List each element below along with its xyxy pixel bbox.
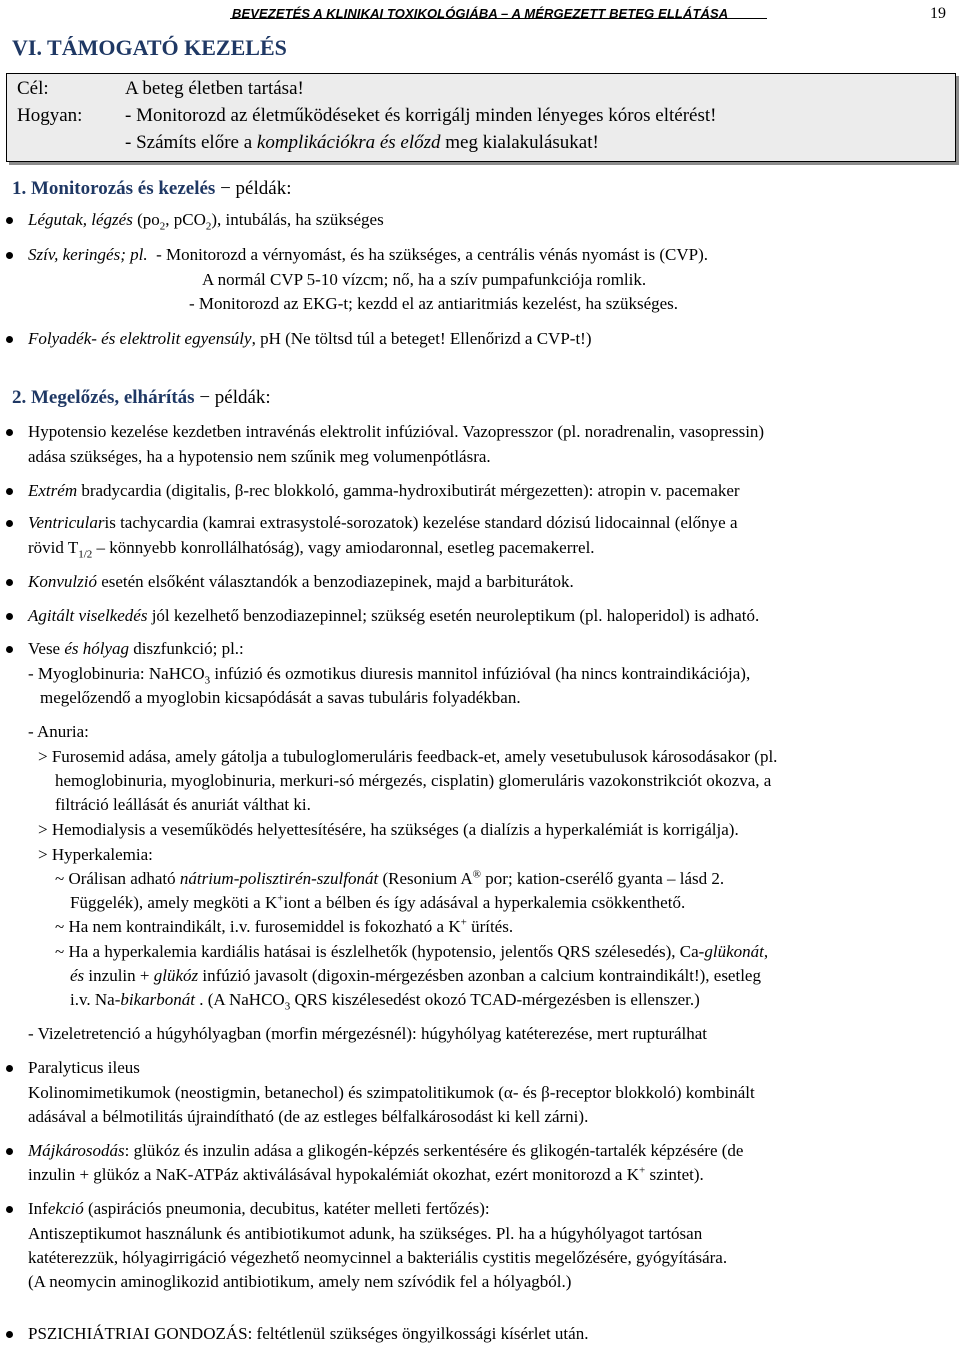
how-label: Hogyan: xyxy=(17,105,83,126)
furosemid-line-2: hemoglobinuria, myoglobinuria, merkuri-só mérgezés, cisplatin) glomeruláris vazokonstrikciót okozva, a xyxy=(55,771,772,790)
bullet-convulsion: Konvulzió esetén elsőként választandók a benzodiazepinek, majd a barbiturátok. xyxy=(28,570,574,594)
urinary-retention-line: - Vizeletretenció a húgyhólyagban (morfin mérgezésnél): húgyhólyag katéterezése, mert rupturálhat xyxy=(28,1024,708,1043)
infection-line-4: (A neomycin aminoglikozid antibiotikum, amely nem szívódik fel a hólyagból.) xyxy=(28,1272,572,1291)
how-line-2: - Számíts előre a komplikációkra és előzd meg kialakulásukat! xyxy=(125,132,599,153)
infection-line-2: Antiszeptikumot használunk és antibiotikumot adunk, ha szükséges. Pl. ha a húgyhólyagot tartósan xyxy=(28,1224,703,1243)
bullet-psychiatric: PSZICHIÁTRIAI GONDOZÁS: feltétlenül szükséges öngyilkossági kísérlet után. xyxy=(28,1322,588,1346)
furosemid-line-3: filtráció leállását és anuriát válthat ki. xyxy=(55,795,311,814)
ekg-line: - Monitorozd az EKG-t; kezdd el az antiaritmiás kezelést, ha szükséges. xyxy=(189,294,679,313)
page-number: 19 xyxy=(930,5,946,22)
goal-text: A beteg életben tartása! xyxy=(125,78,304,99)
tachycardia-line-2: rövid $T_{1/2}$ – könnyebb konrollálhatóság), vagy amiodaronnal, esetleg pacemakerrel. xyxy=(28,538,595,561)
bullet-kidney: Vese és hólyag diszfunkció; pl.: xyxy=(28,637,244,661)
furosemid-line-1: > Furosemid adása, amely gátolja a tubuloglomeruláris feedback-et, amely vesetubulusok károsodásakor (pl. xyxy=(38,747,778,766)
bullet-agitation: Agitált viselkedés jól kezelhető benzodiazepinnel; szükség esetén neuroleptikum (pl. haloperidol) is adható. xyxy=(28,604,759,628)
oral-line-1: ~ Orálisan adható nátrium-polisztirén-szulfonát (Resonium A® por; kation-cserélő gyanta – lásd 2. xyxy=(55,868,725,888)
hemodialysis-line: > Hemodialysis a veseműködés helyettesítésére, ha szükséges (a dialízis a hyperkalémiát is korrigálja). xyxy=(38,820,739,839)
bullet-infection: Infekció (aspirációs pneumonia, decubitus, katéter melleti fertőzés): xyxy=(28,1197,490,1221)
cardiac-line-2: és inzulin + glükóz infúzió javasolt (digoxin-mérgezésben azonban a calcium kontraindikált!), esetleg xyxy=(70,966,761,985)
how-line-1: - Monitorozd az életműködéseket és korrigálj minden lényeges kóros eltérést! xyxy=(125,105,717,126)
cardiac-line-1: ~ Ha a hyperkalemia kardiális hatásai is észlelhetők (hypotensio, jelentős QRS szélesedés), Ca-glükonát, xyxy=(55,942,769,961)
goal-row xyxy=(17,76,304,102)
bullet-liver: Májkárosodás: glükóz és inzulin adása a glikogén-képzés serkentésére és glikogén-tartalék képzésére (de xyxy=(28,1139,743,1163)
furosemide-iv-line: ~ Ha nem kontraindikált, i.v. furosemiddel is fokozható a K+ ürítés. xyxy=(55,916,514,936)
header-rule xyxy=(230,18,767,19)
cardiac-line-3: i.v. Na-bikarbonát . (A NaHCO$_3$ QRS kiszélesedést okozó TCAD-mérgezésben is ellenszer.) xyxy=(70,990,700,1013)
bullet-fluid: Folyadék- és elektrolit egyensúly, pH (Ne töltsd túl a beteget! Ellenőrizd a CVP-t!) xyxy=(28,327,592,351)
section-1-heading: 1. Monitorozás és kezelés − példák: xyxy=(12,178,292,199)
bullet-airway: Légutak, légzés ($po_2$, pCO$_2$), intubálás, ha szükséges xyxy=(28,210,384,233)
liver-line-2: inzulin + glükóz a NaK-ATPáz aktiválásával hypokalémiát okozhat, ezért monitorozd a K+ szintet). xyxy=(28,1164,704,1184)
goal-box xyxy=(6,73,956,162)
hyperkalemia-label: > Hyperkalemia: xyxy=(38,845,153,864)
goal-label: Cél: xyxy=(17,78,49,99)
ileus-line-2: adásával a bélmotilitás újraindítható (de az estleges bélfalkárosodást ki kell zárni). xyxy=(28,1107,589,1126)
how-row xyxy=(17,103,717,129)
bullet-tachycardia: Ventricularis tachycardia (kamrai extrasystolé-sorozatok) kezelése standard dózisú lidocainnal (előnye a xyxy=(28,511,737,535)
section-2-heading: 2. Megelőzés, elhárítás − példák: xyxy=(12,387,271,408)
ileus-line-1: Kolinomimetikumok (neostigmin, betanechol) és szimpatolitikumok (α- és β-receptor blokkoló) kombinált xyxy=(28,1083,755,1102)
bullet-hypotensio: Hypotensio kezelése kezdetben intravénás elektrolit infúzióval. Vazopresszor (pl. noradrenalin, vasopressin) xyxy=(28,420,764,444)
bullet-circulation: Szív, keringés; pl. - Monitorozd a vérnyomást, és ha szükséges, a centrális vénás nyomást is (CVP). xyxy=(28,243,708,267)
bullet-bradycardia: Extrém bradycardia (digitalis, β-rec blokkoló, gamma-hydroxibutirát mérgezetten): atropin v. pacemaker xyxy=(28,479,740,503)
myoglobinuria-line-2: megelőzendő a myoglobin kicsapódását a savas tubuláris folyadékban. xyxy=(40,688,521,707)
myoglobinuria-line-1: - Myoglobinuria: NaHCO$_3$ infúzió és ozmotikus diuresis mannitol infúzióval (ha nincs kontraindikációja), xyxy=(28,664,751,687)
anuria-label: - Anuria: xyxy=(28,722,89,741)
hypotensio-line-2: adása szükséges, ha a hypotensio nem szűnik meg volumenpótlásra. xyxy=(28,447,491,466)
oral-line-2: Függelék), amely megköti a K+iont a bélben és így adásával a hyperkalemia csökkenthető. xyxy=(70,892,686,912)
cvp-normal-line: A normál CVP 5-10 vízcm; nő, ha a szív pumpafunkciója romlik. xyxy=(202,270,647,289)
bullet-ileus: Paralyticus ileus xyxy=(28,1056,140,1080)
chapter-title: VI. TÁMOGATÓ KEZELÉS xyxy=(12,35,287,60)
running-header: BEVEZETÉS A KLINIKAI TOXIKOLÓGIÁBA – A MÉRGEZETT BETEG ELLÁTÁSA xyxy=(232,6,729,21)
infection-line-3: katéterezzük, hólyagirrigáció végezhető neomycinnel a bakteriális cystitis megelőzésére, gyógyítására. xyxy=(28,1248,728,1267)
